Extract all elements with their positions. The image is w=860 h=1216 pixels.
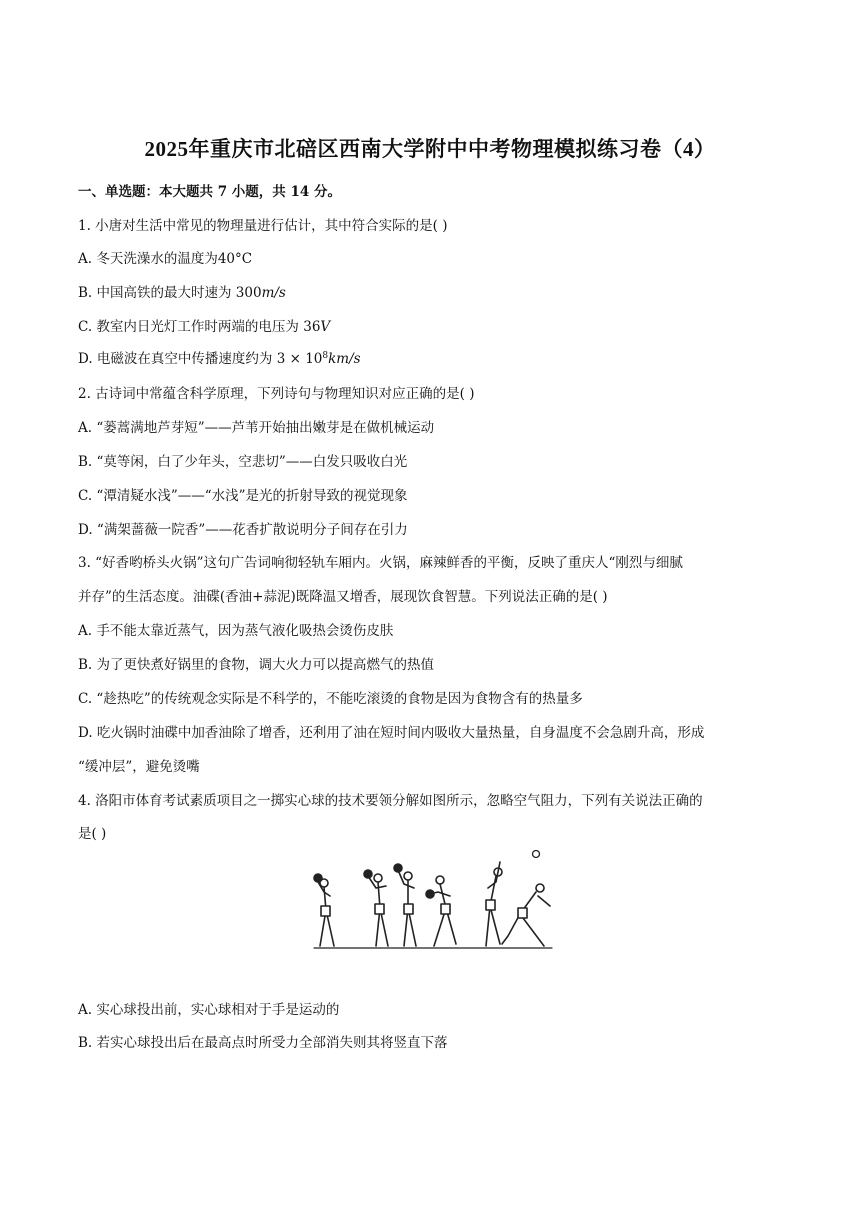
athlete-pose-6 (502, 884, 550, 946)
question-3-option-b: B. 为了更快煮好锅里的食物，调大火力可以提高燃气的热值 (78, 657, 435, 673)
question-1-option-a: A. 冬天洗澡水的温度为40°C (78, 251, 253, 267)
athlete-pose-4 (426, 876, 456, 946)
question-4-stem-line-1: 4. 洛阳市体育考试素质项目之一掷实心球的技术要领分解如图所示，忽略空气阻力，下列有关说法正确的 (78, 793, 703, 809)
question-2-option-b: B. “莫等闲，白了少年头，空悲切”——白发只吸收白光 (78, 454, 408, 470)
athlete-pose-2 (364, 870, 388, 946)
question-1-option-b: B. 中国高铁的最大时速为 300m/s (78, 285, 286, 301)
page-title: 2025年重庆市北碚区西南大学附中中考物理模拟练习卷（4） (144, 137, 716, 161)
question-4-option-a: A. 实心球投出前，实心球相对于手是运动的 (78, 1002, 340, 1018)
question-3-stem-line-2: 并存”的生活态度。油碟(香油+蒜泥)既降温又增香，展现饮食智慧。下列说法正确的是( ) (78, 589, 608, 605)
shot-put-sequence-figure (304, 848, 560, 952)
question-2-option-a: A. “蒌蒿满地芦芽短”——芦苇开始抽出嫩芽是在做机械运动 (78, 420, 435, 436)
question-1-option-c: C. 教室内日光灯工作时两端的电压为 36V (78, 319, 331, 335)
question-1-option-d: D. 电磁波在真空中传播速度约为 $3 \times 10^8km/s$ (78, 351, 361, 367)
athlete-pose-5 (486, 862, 502, 946)
question-2-option-c: C. “潭清疑水浅”——“水浅”是光的折射导致的视觉现象 (78, 488, 408, 504)
question-1-stem: 1. 小唐对生活中常见的物理量进行估计，其中符合实际的是( ) (78, 218, 448, 234)
athlete-pose-3 (394, 864, 416, 946)
question-3-option-c: C. “趁热吃”的传统观念实际是不科学的，不能吃滚烫的食物是因为食物含有的热量多 (78, 691, 583, 707)
question-4-stem-line-2: 是( ) (78, 826, 107, 842)
question-3-option-d-line-2: “缓冲层”，避免烫嘴 (78, 759, 200, 775)
ball-in-flight (533, 851, 540, 858)
section-heading: 一、单选题：本大题共 7 小题，共 14 分。 (78, 184, 341, 200)
question-3-option-d-line-1: D. 吃火锅时油碟中加香油除了增香，还利用了油在短时间内吸收大量热量，自身温度不会急剧升高，形成 (78, 725, 705, 741)
question-3-option-a: A. 手不能太靠近蒸气，因为蒸气液化吸热会烫伤皮肤 (78, 623, 394, 639)
question-4-option-b: B. 若实心球投出后在最高点时所受力全部消失则其将竖直下落 (78, 1035, 448, 1051)
question-2-stem: 2. 古诗词中常蕴含科学原理，下列诗句与物理知识对应正确的是( ) (78, 386, 475, 402)
question-3-stem-line-1: 3. “好香哟桥头火锅”这句广告词响彻轻轨车厢内。火锅，麻辣鲜香的平衡，反映了重庆人“刚烈与细腻 (78, 555, 683, 571)
athlete-pose-1 (314, 874, 334, 946)
question-2-option-d: D. “满架蔷薇一院香”——花香扩散说明分子间存在引力 (78, 522, 408, 538)
